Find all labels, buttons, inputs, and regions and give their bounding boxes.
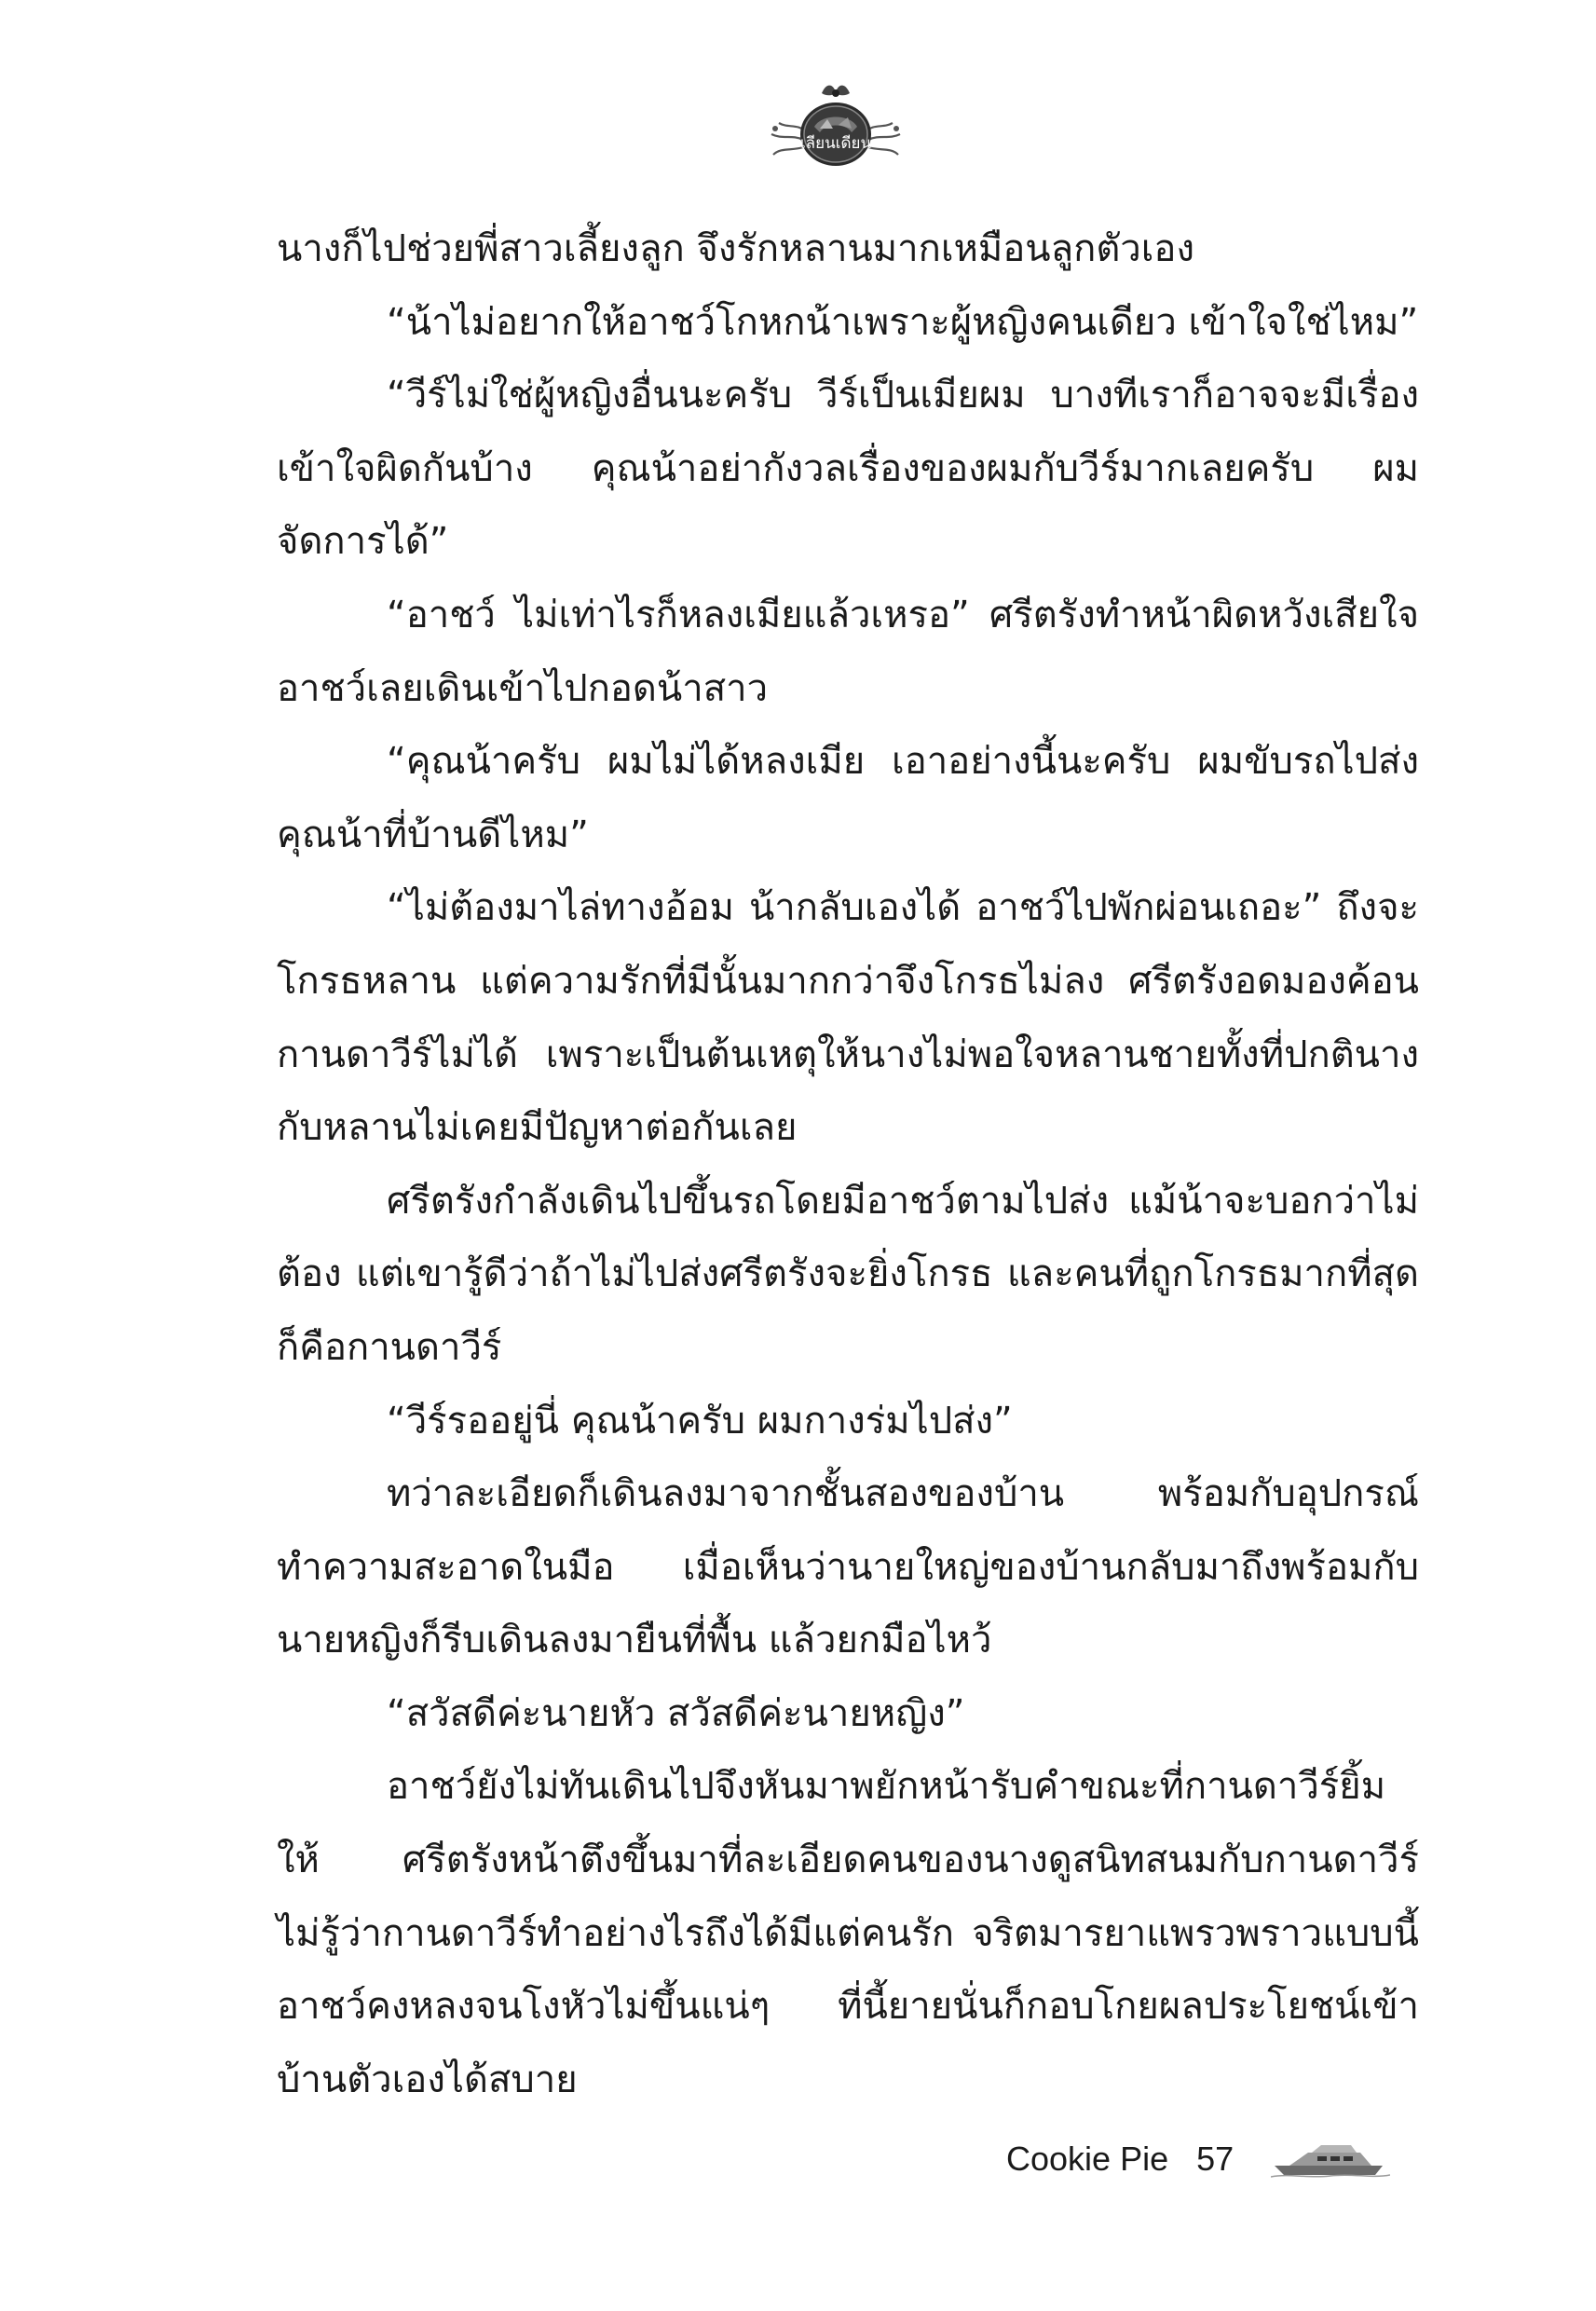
- paragraph: ศรีตรังกำลังเดินไปขึ้นรถโดยมีอาชว์ตามไปส่ง แม้น้าจะบอกว่าไม่ต้อง แต่เขารู้ดีว่าถ้าไม่ไปส่งศรีตรังจะยิ่งโกรธ และคนที่ถูกโกรธมากที่สุดก็คือกานดาวีร์: [277, 1179, 1419, 1369]
- paragraph: “น้าไม่อยากให้อาชว์โกหกน้าเพราะผู้หญิงคนเดียว เข้าใจใช่ไหม”: [387, 300, 1419, 344]
- ornament-icon: [766, 73, 906, 175]
- paragraph: “สวัสดีค่ะนายหัว สวัสดีค่ะนายหญิง”: [387, 1691, 965, 1735]
- paragraph: ทว่าละเอียดก็เดินลงมาจากชั้นสองของบ้าน พร้อมกับอุปกรณ์ทำความสะอาดในมือ เมื่อเห็นว่านายใหญ่ของบ้านกลับมาถึงพร้อมกับนายหญิงก็รีบเดินลงมายืนที่พื้น แล้วยกมือไหว้: [277, 1472, 1419, 1662]
- paragraph: “คุณน้าครับ ผมไม่ได้หลงเมีย เอาอย่างนี้นะครับ ผมขับรถไปส่งคุณน้าที่บ้านดีไหม”: [277, 740, 1419, 856]
- page-footer: [1006, 2136, 1390, 2182]
- paragraph: นางก็ไปช่วยพี่สาวเลี้ยงลูก จึงรักหลานมากเหมือนลูกตัวเอง: [277, 227, 1194, 270]
- paragraph: “วีร์รออยู่นี่ คุณน้าครับ ผมกางร่มไปส่ง”: [387, 1399, 1013, 1443]
- yacht-icon: [1271, 2140, 1390, 2179]
- paragraph: “อาชว์ ไม่เท่าไรก็หลงเมียแล้วเหรอ” ศรีตรังทำหน้าผิดหวังเสียใจ อาชว์เลยเดินเข้าไปกอดน้าสาว: [277, 593, 1419, 710]
- paragraph: อาชว์ยังไม่ทันเดินไปจึงหันมาพยักหน้ารับคำขณะที่กานดาวีร์ยิ้มให้ ศรีตรังหน้าตึงขึ้นมาที่ละเอียดคนของนางดูสนิทสนมกับกานดาวีร์ ไม่รู้ว่ากานดาวีร์ทำอย่างไรถึงได้มีแต่คนรัก จริตมารยาแพรวพราวแบบนี้ อาชว์คงหลงจนโงหัวไม่ขึ้นแน่ๆ ที่นี้ยายนั่นก็กอบโกยผลประโยชน์เข้าบ้านตัวเองได้สบาย: [277, 1765, 1419, 2101]
- body-text: [277, 212, 1419, 2116]
- page-number: 57: [1196, 2140, 1235, 2178]
- paragraph: “ไม่ต้องมาไล่ทางอ้อม น้ากลับเองได้ อาชว์ไปพักผ่อนเถอะ” ถึงจะโกรธหลาน แต่ความรักที่มีนั้นมากกว่าจึงโกรธไม่ลง ศรีตรังอดมองค้อนกานดาวีร์ไม่ได้ เพราะเป็นต้นเหตุให้นางไม่พอใจหลานชายทั้งที่ปกตินางกับหลานไม่เคยมีปัญหาต่อกันเลย: [277, 886, 1419, 1150]
- logo-text: เลียนเดียน: [799, 134, 872, 153]
- book-title: Cookie Pie: [1006, 2140, 1169, 2178]
- paragraph: “วีร์ไม่ใช่ผู้หญิงอื่นนะครับ วีร์เป็นเมียผม บางทีเราก็อาจจะมีเรื่องเข้าใจผิดกันบ้าง คุณน้าอย่ากังวลเรื่องของผมกับวีร์มากเลยครับ ผมจัดการได้”: [277, 374, 1419, 564]
- publisher-logo: [766, 73, 906, 175]
